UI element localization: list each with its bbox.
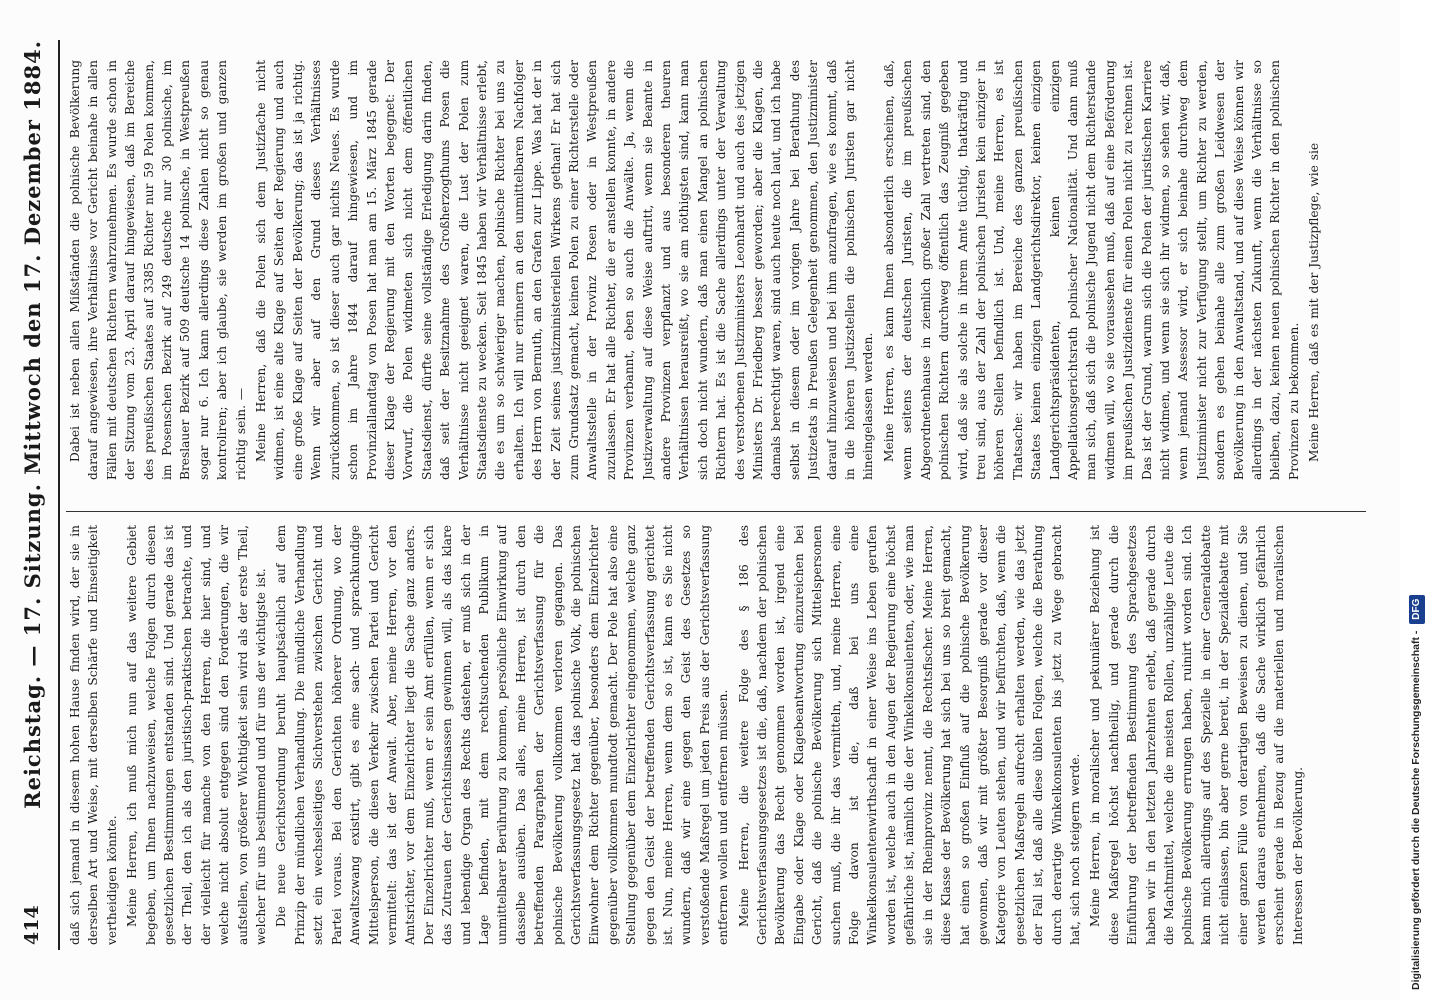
paragraph: Meine Herren, in moralischer und pekuniärer Beziehung ist diese Maßregel höchst nachtheilig, und gerade durch die Einführung der betreffenden Bestimmung des Sprachgesetzes haben wir in den letzten Jahrzehnten erlebt, daß gerade durch die Machtmittel, welche die meisten Rollen, unzählige Leute die polnische Bevölkerung errungen haben, ruinirt worden sind. Ich kann mich allerdings auf des Spezielle in einer Generaldebatte nicht einlassen, bin aber gerne bereit, in der Spezialdebatte mit einer ganzen Fülle von derartigen Beweisen zu dienen, und Sie werden daraus entnehmen, daß die Sache wirklich gefährlich erscheint gerade in Bezug auf die materiellen und moralischen Interessen der Bevölkerung. [1088, 525, 1305, 945]
digitization-note: Digitalisierung gefördert durch die Deutsche Forschungsgemeinschaft - [1410, 630, 1422, 990]
paragraph: Meine Herren, die weitere Folge des § 186 des Gerichtsverfassungsgesetzes ist die, daß, nachdem der polnischen Bevölkerung das Recht genommen worden ist, irgend eine Eingabe oder Klage oder Klagebeantwortung einzureichen bei Gericht, daß die polnische Bevölkerung sich Mittelspersonen suchen muß, die ihr das vermitteln, und, meine Herren, eine Folge davon ist die, daß bei uns eine Winkelkonsulentenwirthschaft in einer Weise ins Leben gerufen worden ist, welche auch in den Augen der Regierung eine höchst gefährliche ist, nämlich die der Winkelkonsulenten, oder, wie man sie in der Rheinprovinz nennt, die Rechtsfischer. Meine Herren, diese Klasse der Bevölkerung hat sich bei uns so breit gemacht, hat einen so großen Einfluß auf die polnische Bevölkerung gewonnen, daß wir mit größter Besorgniß gerade vor dieser Kategorie von Leuten stehen, und wir befürchten, daß, wenn die gesetzlichen Maßregeln aufrecht erhalten werden, wie das jetzt der Fall ist, daß alle diese üblen Folgen, welche die Berathung durch derartige Winkelkonsulenten bis jetzt zu Wege gebracht hat, sich noch steigern werde. [736, 525, 1082, 945]
dfg-logo: DFG [1409, 595, 1425, 624]
paragraph: Meine Herren, daß es mit der Justizpflege, wie sie [1307, 142, 1322, 462]
digitization-credit [1400, 0, 1424, 1000]
paragraph: Meine Herren, daß die Polen sich dem Justizfache nicht widmen, ist eine alte Klage auf Seiten der Regierung und auch eine große Klage auf Seiten der Bevölkerung; das ist ja richtig. Wenn wir aber auf den Grund dieses Verhältnisses zurückkommen, so ist dieser auch gar nichts Neues. Es wurde schon im Jahre 1844 darauf hingewiesen, und im Provinziallandtag von Posen hat man am 15. März 1845 gerade dieser Klage der Regierung mit den Worten begegnet: Der Vorwurf, die Polen widmeten sich nicht dem öffentlichen Staatsdienst, dürfte seine vollständige Erledigung darin finden, daß seit der Besitznahme des Großherzogthums Posen die Verhältnisse nicht geeignet waren, die Lust der Polen zum Staatsdienste zu wecken. Seit 1845 haben wir Verhältnisse erlebt, die es um so schwieriger machen, polnische Richter bei uns zu erhalten. Ich will nur erinnern an den unmittelbaren Nachfolger des Herrn von Bernuth, an den Grafen zur Lippe. Was hat der in der Zeit seines justizministeriellen Wirkens gethan! Er hat sich zum Grundsatz gemacht, keinen Polen zu einer Richterstelle oder Anwaltsstelle in der Provinz Posen oder in Westpreußen zuzulassen. Er hat alle Richter, die er anstellen konnte, in andere Provinzen verbannt, eben so auch die Anwälte. Ja, wenn die Justizverwaltung auf diese Weise auftritt, wenn sie Beamte in andere Provinzen verpflanzt und aus besonderen theuren Verhältnissen herausreißt, wo sie am nöthigsten sind, kann man sich doch nicht wundern, daß man einen Mangel an polnischen Richtern hat. Es ist die Sache allerdings unter der Verwaltung des verstorbenen Justizministers Leonhardt und auch des jetzigen Ministers Dr. Friedberg besser geworden; aber die Klagen, die damals berechtigt waren, sind auch heute noch laut, und ich habe selbst in diesem oder im vorigen Jahre bei Berathung des Justizetats in Preußen Gelegenheit genommen, den Justizminister darauf hinzuweisen und bei ihm anzufragen, wie es kommt, daß in die höheren Justizstellen die polnischen Juristen gar nicht hineingelassen werden. [254, 60, 876, 480]
right-column [66, 60, 1356, 480]
paragraph: Die neue Gerichtsordnung beruht hauptsächlich auf dem Prinzip der mündlichen Verhandlung. Die mündliche Verhandlung setzt ein wechselseitiges Sichverstehen zwischen Gericht und Partei voraus. Bei den Gerichten höherer Ordnung, wo der Anwaltszwang existirt, gibt es eine sach- und sprachkundige Mittelsperson, die diesen Verkehr zwischen Partei und Gericht vermittelt: das ist der Anwalt. Aber, meine Herren, vor den Amtsrichter, vor dem Einzelrichter liegt die Sache ganz anders. Der Einzelrichter muß, wenn er sein Amt erfüllen, wenn er sich das Zutrauen der Gerichtsinsassen gewinnen will, als das klare und lebendige Organ des Rechts dastehen, er muß sich in der Lage befinden, mit dem rechtsuchenden Publikum in unmittelbarer Berührung zu kommen, persönliche Einwirkung auf dasselbe ausüben. Das alles, meine Herren, ist durch den betreffenden Paragraphen der Gerichtsverfassung für die polnische Bevölkerung vollkommen verloren gegangen. Das Gerichtsverfassungsgesetz hat das polnische Volk, die polnischen Einwohner dem Richter gegenüber, besonders dem Einzelrichter gegenüber vollkommen mundtodt gemacht. Der Pole hat also eine Stellung gegenüber dem Einzelrichter eingenommen, welche ganz gegen den Geist der betreffenden Gerichtsverfassung gerichtet ist. Nun, meine Herren, wenn dem so ist, kann es Sie nicht wundern, daß wir eine gegen den Geist des Gesetzes so verstoßende Maßregel um jeden Preis aus der Gerichtsverfassung entfernen wollen und entfernen müssen. [274, 525, 731, 945]
paragraph: daß sich jemand in diesem hohen Hause finden wird, der sie in derselben Art und Weise, mit derselben Schärfe und Einseitigkeit vertheidigen könnte. [68, 525, 119, 945]
page-number: 414 [21, 905, 43, 945]
column-divider [66, 511, 1366, 512]
header-rule [58, 40, 60, 950]
running-title: Reichstag. — 17. Sitzung. Mittwoch den 17. Dezember 1884. [19, 40, 45, 809]
left-column [66, 525, 1356, 945]
paragraph: Dabei ist neben allen Mißständen die polnische Bevölkerung darauf angewiesen, ihre Verhältnisse vor Gericht beinahe in allen Fällen mit deutschen Richtern wahrzunehmen. Es wurde schon in der Sitzung vom 23. April darauf hingewiesen, daß im Bereiche des preußischen Staates auf 3385 Richter nur 59 Polen kommen, im Posenschen Bezirk auf 249 deutsche nur 30 polnische, im Breslauer Bezirk auf 509 deutsche 14 polnische, in Westpreußen sogar nur 6. Ich kann allerdings diese Zahlen nicht so genau kontroliren; aber ich glaube, sie werden im großen und ganzen richtig sein. — [68, 60, 248, 480]
page-header [12, 40, 52, 945]
paragraph: Meine Herren, ich muß mich nun auf das weitere Gebiet begeben, um Ihnen nachzuweisen, welche Folgen durch diesen gesetzlichen Bestimmungen entstanden sind. Und gerade das ist der Theil, den ich als den juristisch-praktischen betrachte, und der vielleicht für manche von den Herren, die hier sind, und welche nicht absolut entgegen sind den Forderungen, die wir aufstellen, von größerer Wichtigkeit sein wird als der erste Theil, welcher für uns bestimmend und für uns der wichtigste ist. [125, 525, 269, 945]
paragraph: Meine Herren, es kann Ihnen absonderlich erscheinen, daß, wenn seitens der deutschen Juristen, die im preußischen Abgeordnetenhause in ziemlich großer Zahl vertreten sind, den polnischen Richtern durchweg öffentlich das Zeugniß gegeben wird, daß sie als solche in ihrem Amte tüchtig, thatkräftig und treu sind, aus der Zahl der polnischen Juristen kein einziger in höheren Stellen befindlich ist. Und, meine Herren, es ist Thatsache: wir haben im Bereiche des ganzen preußischen Staates keinen einzigen Landgerichtsdirektor, keinen einzigen Landgerichtspräsidenten, keinen einzigen Appellationsgerichtsrath polnischer Nationalität. Und dann muß man sich, daß sich die polnische Jugend nicht dem Richterstande widmen will, wo sie voraussehen muß, daß auf eine Beförderung im preußischen Justizdienste für einen Polen nicht zu rechnen ist. Das ist der Grund, warum sich die Polen der juristischen Karriere nicht widmen, und wenn sie sich ihr widmen, so sehen wir, daß, wenn jemand Assessor wird, er sich beinahe durchweg dem Justizminister nicht zur Verfügung stellt, um Richter zu werden, sondern es gehen beinahe alle zum großen Leidwesen der Bevölkerung in den Anwaltstand, und auf diese Weise können wir allerdings in der nächsten Zukunft, wenn die Verhältnisse so bleiben, dazu, keinen neuen polnischen Richter in den polnischen Provinzen zu bekommen. [881, 60, 1301, 480]
